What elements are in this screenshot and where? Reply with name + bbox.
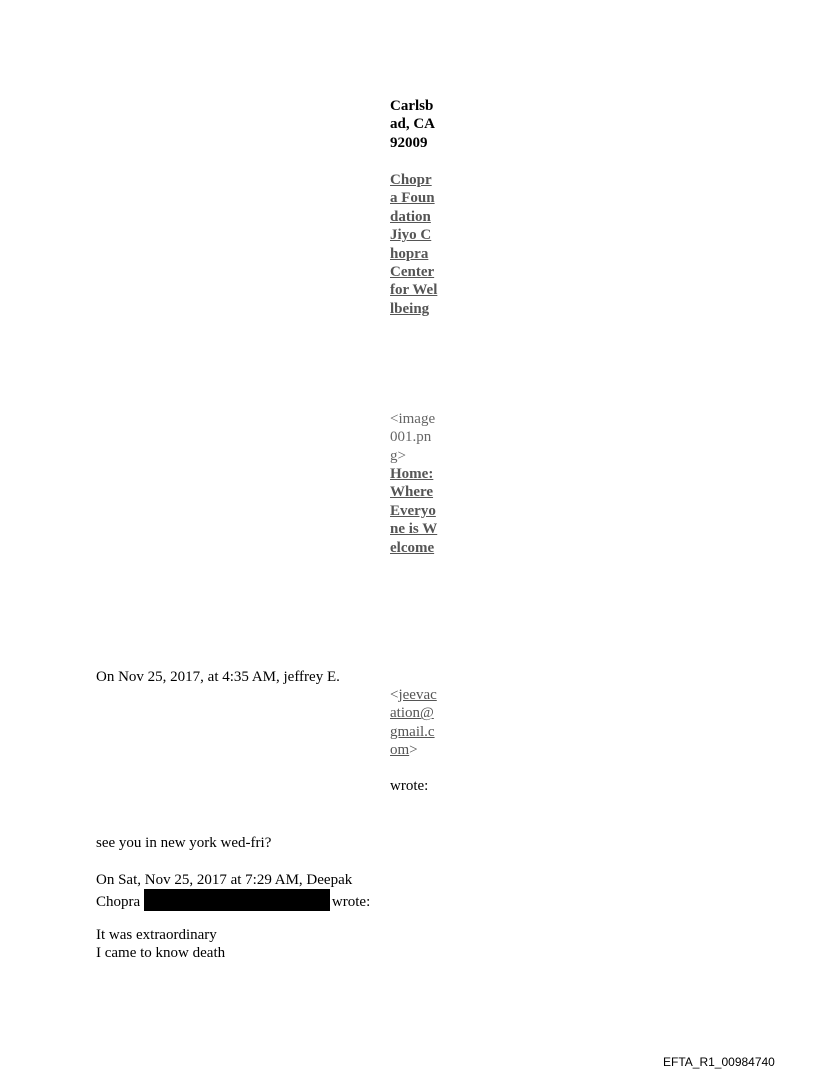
document-id: EFTA_R1_00984740 [663, 1055, 775, 1069]
home-welcome-link[interactable]: Home: Where Everyone is Welcome [390, 466, 438, 556]
chopra-foundation-link[interactable]: Chopra Foundation Jiyo Chopra Center for Wellbeing [390, 172, 438, 317]
quote2-body-line2: I came to know death [96, 945, 226, 961]
quote2-header-line1: On Sat, Nov 25, 2017 at 7:29 AM, Deepak [96, 872, 353, 888]
email-open-bracket: < [390, 687, 399, 703]
quote1-email [390, 686, 438, 760]
quote1-header: On Nov 25, 2017, at 4:35 AM, jeffrey E. [96, 669, 340, 685]
quote2-header-line2 [96, 889, 370, 911]
email-link[interactable]: jeevacation@gmail.com [390, 687, 437, 759]
wrote-label: wrote: [331, 894, 371, 910]
email-close-bracket: > [409, 742, 418, 759]
sender-name: Chopra [96, 894, 141, 910]
signature-address: Carlsbad, CA 92009 [390, 98, 435, 151]
message-body: see you in new york wed-fri? [96, 835, 272, 851]
image-attachment-placeholder: <image001.png> [390, 411, 436, 464]
quote1-wrote: wrote: [390, 778, 429, 794]
quote2-body-line1: It was extraordinary [96, 927, 217, 943]
redaction-block [144, 889, 330, 911]
